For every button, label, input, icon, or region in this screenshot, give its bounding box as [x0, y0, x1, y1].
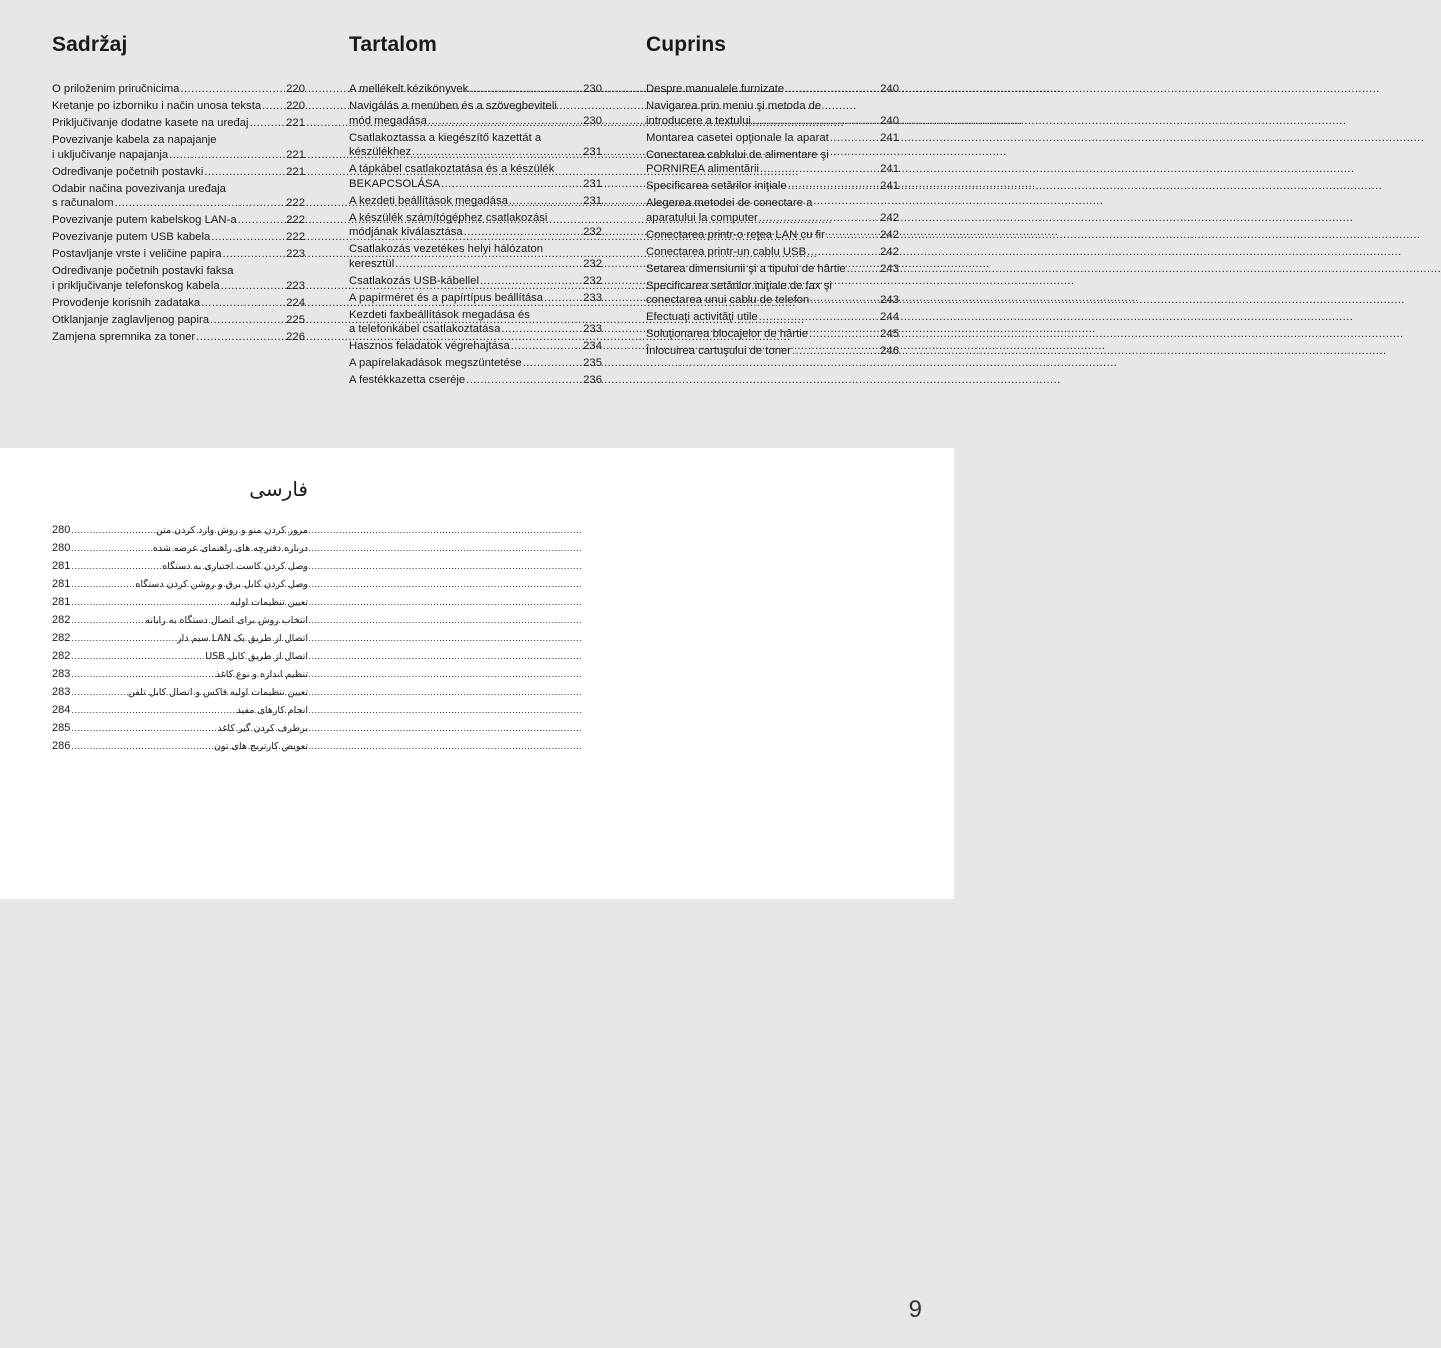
toc-entry-title: keresztül	[349, 257, 395, 270]
toc-entry	[52, 649, 308, 664]
dot-leader	[544, 291, 582, 306]
dot-leader	[223, 247, 286, 262]
toc-entry-line	[52, 649, 308, 664]
toc-croatian	[52, 32, 305, 347]
toc-entry-title: Alegerea metodei de conectare a	[646, 197, 813, 210]
toc-entry-page: 282	[52, 650, 71, 662]
toc-entry-line	[52, 116, 305, 131]
toc-entry-line	[52, 264, 305, 279]
toc-entry	[52, 296, 305, 311]
toc-entry-line	[646, 211, 899, 226]
toc-entry	[349, 339, 602, 354]
toc-entry-page: 243	[880, 262, 899, 275]
toc-entry-page: 232	[583, 257, 602, 270]
dot-leader	[262, 99, 285, 114]
toc-entry-line	[646, 344, 899, 359]
toc-entry-page: 222	[286, 197, 305, 210]
toc-entry-page: 231	[583, 194, 602, 207]
toc-entry	[646, 327, 899, 342]
dot-leader	[71, 704, 235, 718]
toc-entry-title: mód megadása	[349, 114, 427, 127]
toc-entry-page: 284	[52, 704, 71, 716]
toc-list-cuprins	[646, 82, 899, 359]
toc-entry-line	[646, 327, 899, 342]
toc-entry	[349, 82, 602, 97]
dot-leader	[509, 194, 582, 209]
toc-entry-page: 221	[286, 148, 305, 161]
toc-entry-line	[349, 177, 602, 192]
dot-leader	[71, 524, 155, 538]
dot-leader	[810, 293, 879, 308]
dot-leader	[210, 313, 285, 328]
toc-entry-line	[52, 99, 305, 114]
dot-leader	[752, 114, 879, 129]
toc-entry-line	[52, 631, 308, 646]
dot-leader	[464, 225, 582, 240]
toc-entry-title: A kezdeti beállítások megadása	[349, 194, 508, 207]
toc-entry-title: تنظیم اندازه و نوع کاغذ	[215, 669, 308, 680]
dot-leader	[71, 668, 214, 682]
dot-leader	[71, 614, 144, 628]
toc-entry-line	[646, 82, 899, 97]
toc-entry-title: introducere a textului	[646, 114, 751, 127]
toc-entry-line	[349, 145, 602, 160]
toc-entry-page: 282	[52, 632, 71, 644]
toc-entry	[52, 213, 305, 228]
dot-leader	[169, 148, 285, 163]
toc-entry	[349, 308, 602, 337]
toc-entry-title: Conectarea printr-o reţea LAN cu fir	[646, 228, 825, 241]
toc-entry	[349, 194, 602, 209]
toc-entry-line	[52, 523, 308, 538]
toc-entry-page: 243	[880, 294, 899, 307]
toc-entry-title: Specificarea setărilor iniţiale	[646, 180, 787, 193]
section-title-sadrzaj: Sadržaj	[52, 33, 128, 56]
toc-entry-line	[52, 148, 305, 163]
toc-entry	[52, 703, 308, 718]
toc-entry-page: 235	[583, 357, 602, 370]
toc-entry-line	[52, 739, 308, 754]
toc-entry-line	[349, 211, 602, 226]
toc-entry-line	[646, 279, 899, 294]
toc-entry	[52, 577, 308, 592]
toc-entry-page: 234	[583, 340, 602, 353]
toc-entry-line	[349, 194, 602, 209]
page-number: 9	[908, 1296, 922, 1323]
toc-entry-title: Conectarea cablului de alimentare şi	[646, 148, 829, 161]
dot-leader	[71, 686, 127, 700]
toc-entry-line	[349, 99, 602, 114]
toc-entry-title: s računalom	[52, 197, 114, 210]
section-title-farsi: فارسی	[249, 477, 308, 501]
toc-entry-line	[646, 245, 899, 260]
toc-entry	[52, 721, 308, 736]
toc-entry-title: módjának kiválasztása	[349, 226, 463, 239]
dot-leader	[826, 228, 879, 243]
toc-entry	[52, 230, 305, 245]
toc-entry-line	[646, 148, 899, 163]
toc-entry-page: 236	[583, 374, 602, 387]
dot-leader	[441, 177, 582, 192]
toc-entry-line	[52, 595, 308, 610]
dot-leader	[221, 279, 285, 294]
toc-entry	[52, 559, 308, 574]
toc-entry	[646, 279, 899, 308]
toc-entry-title: Zamjena spremnika za toner	[52, 330, 196, 343]
toc-entry-title: Hasznos feladatok végrehajtása	[349, 340, 510, 353]
toc-entry-title: a telefonkábel csatlakoztatása	[349, 323, 501, 336]
toc-entry	[349, 162, 602, 191]
toc-entry-line	[349, 114, 602, 129]
dot-leader	[466, 373, 582, 388]
toc-entry-title: Soluţionarea blocajelor de hârtie	[646, 328, 809, 341]
toc-entry-title: Csatlakozás USB-kábellel	[349, 274, 479, 287]
toc-entry-line	[52, 133, 305, 148]
dot-leader	[71, 578, 134, 592]
dot-leader	[428, 114, 582, 129]
toc-entry	[52, 595, 308, 610]
dot-leader	[511, 339, 582, 354]
toc-entry-page: 233	[583, 291, 602, 304]
toc-entry-line	[52, 230, 305, 245]
toc-entry-page: 221	[286, 165, 305, 178]
dot-leader	[785, 82, 879, 97]
dot-leader	[847, 262, 879, 277]
toc-entry-title: Provođenje korisnih zadataka	[52, 296, 201, 309]
dot-leader	[180, 82, 285, 97]
toc-entry-page: 240	[880, 114, 899, 127]
toc-entry-page: 242	[880, 245, 899, 258]
toc-list-farsi	[52, 523, 308, 754]
toc-entry-page: 220	[286, 83, 305, 95]
toc-entry-title: Postavljanje vrste i veličine papira	[52, 248, 222, 261]
toc-entry-title: انجام کارهای مفید	[236, 705, 308, 716]
toc-entry-line	[52, 541, 308, 556]
toc-entry-title: conectarea unui cablu de telefon	[646, 294, 810, 307]
toc-entry-title: A papírméret és a papírtípus beállítása	[349, 291, 544, 304]
toc-entry	[52, 613, 308, 628]
dot-leader	[204, 165, 285, 180]
toc-entry-page: 245	[880, 328, 899, 341]
toc-entry-line	[349, 242, 602, 257]
toc-entry-line	[646, 310, 899, 325]
dot-leader	[238, 213, 286, 228]
dot-leader	[523, 356, 582, 371]
toc-entry-page: 244	[880, 311, 899, 324]
toc-entry-line	[349, 356, 602, 371]
toc-entry-title: Csatlakoztassa a kiegészítő kazettát a	[349, 131, 542, 144]
toc-entry-title: Povezivanje putem kabelskog LAN-a	[52, 214, 237, 227]
toc-entry-page: 223	[286, 248, 305, 261]
toc-entry	[349, 373, 602, 388]
toc-entry-page: 232	[583, 274, 602, 287]
dot-leader	[71, 632, 176, 646]
toc-entry-title: i uključivanje napajanja	[52, 148, 169, 161]
toc-entry	[646, 196, 899, 225]
dot-leader	[71, 542, 152, 556]
toc-entry-title: A festékkazetta cseréje	[349, 374, 466, 387]
toc-entry-line	[52, 613, 308, 628]
dot-leader	[412, 145, 582, 160]
toc-entry-line	[52, 82, 305, 97]
toc-entry	[52, 523, 308, 538]
dot-leader	[807, 245, 879, 260]
toc-entry-title: Navigálás a menüben és a szövegbeviteli	[349, 99, 557, 112]
toc-entry	[52, 182, 305, 211]
toc-entry	[646, 262, 899, 277]
toc-entry-title: BEKAPCSOLÁSA	[349, 177, 441, 190]
toc-entry-title: Kezdeti faxbeállítások megadása és	[349, 308, 530, 321]
toc-romanian	[646, 32, 899, 361]
toc-entry-line	[52, 247, 305, 262]
toc-entry-title: اتصال از طریق یک LAN سیم دار	[177, 633, 308, 644]
toc-entry-title: Povezivanje kabela za napajanje	[52, 133, 217, 146]
toc-entry-line	[349, 257, 602, 272]
toc-entry	[646, 228, 899, 243]
toc-entry	[646, 179, 899, 194]
toc-entry-title: Despre manualele furnizate	[646, 83, 785, 95]
toc-entry-line	[646, 162, 899, 177]
dot-leader	[250, 116, 286, 131]
toc-entry	[349, 274, 602, 289]
toc-entry-page: 224	[286, 296, 305, 309]
toc-entry	[52, 264, 305, 293]
toc-entry-title: تعیین تنظیمات اولیه فاکس و اتصال کابل تلفن	[128, 687, 308, 698]
toc-entry-page: 231	[583, 146, 602, 159]
toc-entry-title: Csatlakozás vezetékes helyi hálózaton	[349, 243, 544, 256]
toc-entry-line	[52, 165, 305, 180]
toc-entry-page: 280	[52, 542, 71, 554]
toc-entry	[52, 247, 305, 262]
dot-leader	[759, 310, 879, 325]
toc-entry-title: készülékhez	[349, 146, 412, 159]
toc-entry-title: Înlocuirea cartuşului de toner	[646, 345, 792, 358]
toc-entry-line	[349, 82, 602, 97]
toc-entry	[646, 131, 899, 146]
toc-entry-page: 280	[52, 524, 71, 536]
toc-entry-line	[349, 225, 602, 240]
toc-entry-line	[349, 274, 602, 289]
toc-entry	[52, 541, 308, 556]
toc-entry	[52, 116, 305, 131]
toc-entry-title: درباره دفترچه های راهنمای عرضه شده	[152, 543, 308, 554]
toc-entry-page: 220	[286, 99, 305, 112]
toc-entry	[349, 131, 602, 160]
toc-entry-line	[52, 559, 308, 574]
toc-entry-page: 246	[880, 345, 899, 358]
dot-leader	[71, 596, 229, 610]
toc-entry-page: 222	[286, 231, 305, 244]
toc-entry-line	[646, 179, 899, 194]
toc-entry-line	[52, 296, 305, 311]
toc-entry	[52, 667, 308, 682]
toc-entry-page: 242	[880, 228, 899, 241]
toc-entry-line	[52, 577, 308, 592]
toc-entry	[349, 291, 602, 306]
toc-entry-page: 230	[583, 114, 602, 127]
toc-entry-line	[52, 685, 308, 700]
toc-entry-line	[646, 131, 899, 146]
toc-entry-line	[349, 291, 602, 306]
toc-entry-page: 225	[286, 313, 305, 326]
toc-entry	[52, 739, 308, 754]
toc-entry-line	[52, 213, 305, 228]
toc-entry	[52, 631, 308, 646]
dot-leader	[71, 740, 213, 754]
toc-entry-title: تعویض کارتریج های تون	[213, 741, 308, 752]
toc-entry	[349, 242, 602, 271]
toc-entry-page: 281	[52, 560, 71, 572]
toc-entry-page: 281	[52, 596, 71, 608]
dot-leader	[211, 230, 285, 245]
dot-leader	[71, 560, 161, 574]
toc-entry	[646, 148, 899, 177]
toc-entry	[52, 313, 305, 328]
toc-entry-line	[646, 196, 899, 211]
dot-leader	[480, 274, 582, 289]
toc-entry-title: Povezivanje putem USB kabela	[52, 231, 211, 244]
toc-entry-line	[349, 322, 602, 337]
toc-entry-title: Specificarea setărilor iniţiale de fax şi	[646, 279, 832, 292]
dot-leader	[788, 179, 879, 194]
toc-entry-line	[646, 114, 899, 129]
toc-entry-title: تعیین تنظیمات اولیه	[230, 597, 308, 608]
toc-entry-line	[646, 262, 899, 277]
dot-leader	[469, 82, 582, 97]
toc-entry	[52, 685, 308, 700]
toc-entry	[349, 356, 602, 371]
toc-entry-page: 283	[52, 686, 71, 698]
toc-entry	[52, 99, 305, 114]
dot-leader	[395, 257, 582, 272]
toc-entry-page: 231	[583, 177, 602, 190]
toc-entry-page: 283	[52, 668, 71, 680]
toc-entry-title: برطرف کردن گیر کاغذ	[217, 723, 308, 734]
toc-entry-title: Setarea dimensiunii şi a tipului de hârtie	[646, 262, 846, 275]
toc-entry-title: Otklanjanje zaglavljenog papira	[52, 313, 210, 326]
toc-entry-title: i priključivanje telefonskog kabela	[52, 279, 220, 292]
toc-entry-page: 230	[583, 83, 602, 95]
toc-entry-line	[52, 667, 308, 682]
toc-entry-line	[349, 373, 602, 388]
toc-entry-line	[349, 308, 602, 323]
toc-entry-line	[646, 293, 899, 308]
dot-leader	[792, 344, 879, 359]
toc-entry	[52, 165, 305, 180]
toc-entry-line	[52, 196, 305, 211]
toc-entry	[349, 211, 602, 240]
toc-entry-page: 233	[583, 323, 602, 336]
toc-entry-page: 241	[880, 163, 899, 176]
toc-hungarian	[349, 32, 602, 390]
toc-entry-page: 240	[880, 83, 899, 95]
toc-entry-page: 221	[286, 116, 305, 129]
toc-entry-title: Kretanje po izborniku i način unosa teksta	[52, 99, 262, 112]
toc-entry-page: 286	[52, 740, 71, 752]
dot-leader	[760, 162, 879, 177]
toc-entry-title: A tápkábel csatlakoztatása és a készülék	[349, 163, 555, 176]
toc-entry	[52, 330, 305, 345]
toc-entry-title: انتخاب روش برای اتصال دستگاه به رایانه	[145, 615, 308, 626]
toc-entry-page: 242	[880, 211, 899, 224]
toc-list-sadrzaj	[52, 82, 305, 344]
dot-leader	[196, 330, 285, 345]
toc-entry-title: Odabir načina povezivanja uređaja	[52, 182, 226, 195]
toc-entry-title: Određivanje početnih postavki	[52, 165, 204, 178]
toc-entry	[646, 245, 899, 260]
toc-entry-page: 282	[52, 614, 71, 626]
toc-entry-line	[646, 99, 899, 114]
toc-list-tartalom	[349, 82, 602, 388]
toc-entry-title: A mellékelt kézikönyvek	[349, 83, 469, 95]
dot-leader	[71, 650, 204, 664]
section-title-cuprins: Cuprins	[646, 33, 727, 56]
toc-entry-page: 232	[583, 226, 602, 239]
toc-entry	[52, 82, 305, 97]
toc-entry-title: Montarea casetei opţionale la aparat	[646, 131, 829, 144]
toc-entry-line	[349, 339, 602, 354]
toc-entry-line	[52, 313, 305, 328]
toc-entry-line	[52, 182, 305, 197]
toc-entry	[646, 344, 899, 359]
toc-entry-page: 222	[286, 214, 305, 227]
toc-entry-title: A készülék számítógéphez csatlakozási	[349, 211, 548, 224]
toc-entry-title: Određivanje početnih postavki faksa	[52, 265, 234, 278]
dot-leader	[201, 296, 285, 311]
toc-entry-title: وصل کردن کابل برق و روشن کردن دستگاه	[135, 579, 308, 590]
toc-entry	[349, 99, 602, 128]
toc-entry-line	[349, 162, 602, 177]
toc-entry-title: Conectarea printr-un cablu USB	[646, 245, 807, 258]
toc-entry-line	[349, 131, 602, 146]
dot-leader	[115, 196, 286, 211]
toc-entry-title: اتصال از طریق کابل USB	[205, 651, 308, 662]
toc-entry-line	[52, 330, 305, 345]
toc-entry-page: 226	[286, 330, 305, 343]
toc-entry-page: 241	[880, 131, 899, 144]
toc-entry	[646, 82, 899, 97]
toc-entry-title: PORNIREA alimentării	[646, 163, 760, 176]
toc-entry-line	[52, 721, 308, 736]
toc-entry-title: Navigarea prin meniu şi metoda de	[646, 99, 822, 112]
toc-entry-title: aparatului la computer	[646, 211, 758, 224]
dot-leader	[71, 722, 216, 736]
toc-entry	[52, 133, 305, 162]
dot-leader	[759, 211, 879, 226]
toc-entry-title: وصل کردن کاست اختیاری به دستگاه	[162, 561, 308, 572]
toc-entry-page: 281	[52, 578, 71, 590]
toc-entry	[646, 310, 899, 325]
toc-entry-line	[646, 228, 899, 243]
section-title-tartalom: Tartalom	[349, 33, 437, 56]
toc-entry-title: O priloženim priručnicima	[52, 83, 180, 95]
dot-leader	[809, 327, 879, 342]
toc-entry	[646, 99, 899, 128]
toc-entry-line	[52, 703, 308, 718]
dot-leader	[830, 131, 879, 146]
toc-entry-page: 241	[880, 180, 899, 193]
toc-entry-page: 285	[52, 722, 71, 734]
toc-entry-title: A papírelakadások megszüntetése	[349, 357, 522, 370]
toc-entry-title: Efectuaţi activităţi utile	[646, 311, 758, 324]
toc-entry-line	[52, 279, 305, 294]
toc-persian	[52, 476, 308, 757]
toc-entry-title: Priključivanje dodatne kasete na uređaj	[52, 116, 249, 129]
toc-entry-title: مرور کردن منو و روش وارد کردن متن	[155, 525, 308, 536]
toc-entry-page: 223	[286, 279, 305, 292]
dot-leader	[501, 322, 582, 337]
